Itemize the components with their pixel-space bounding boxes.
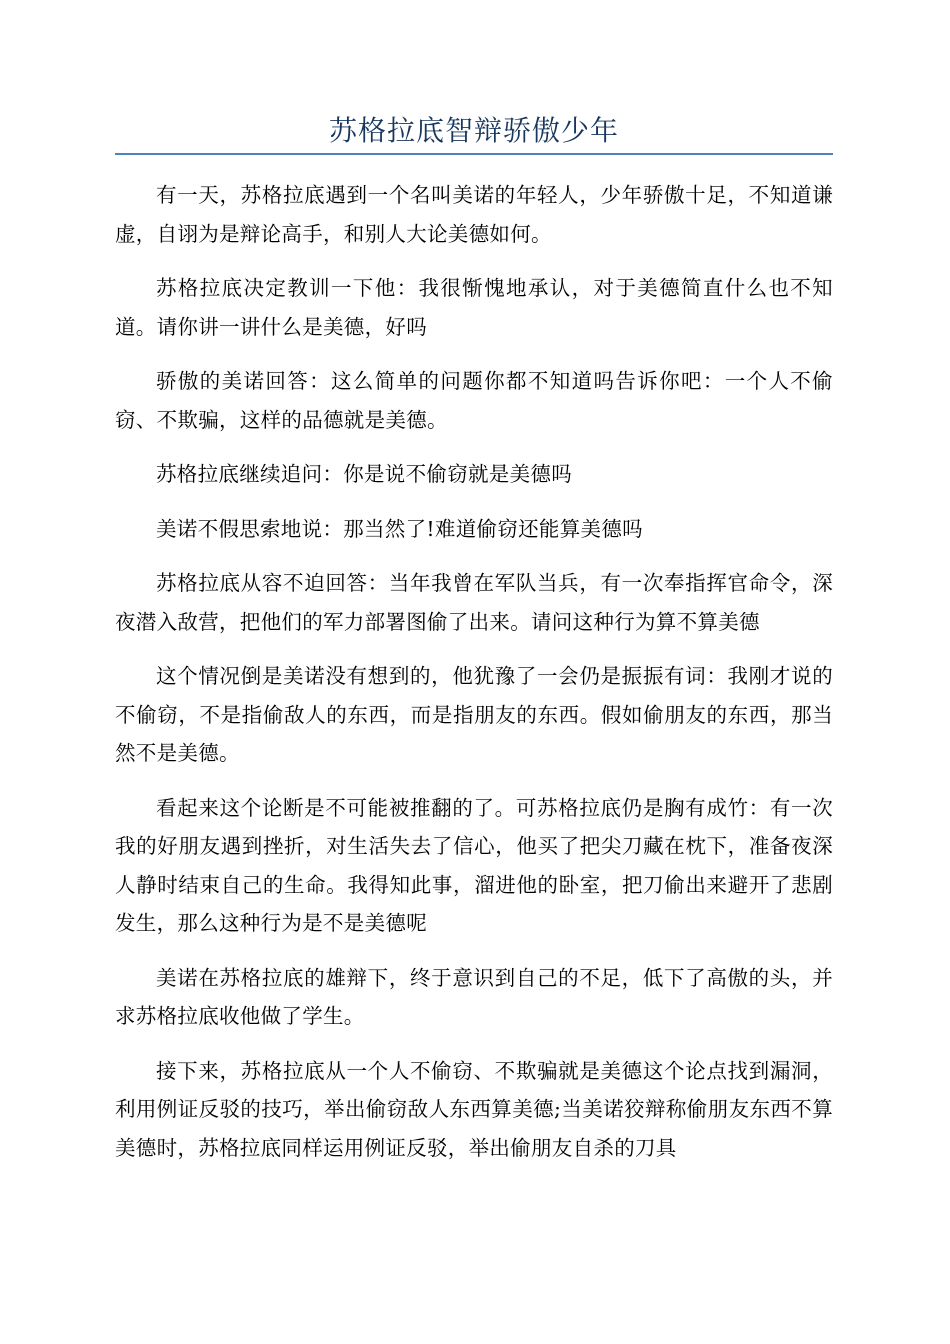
paragraph: 这个情况倒是美诺没有想到的，他犹豫了一会仍是振振有词：我刚才说的不偷窃，不是指偷敌人的东西，而是指朋友的东西。假如偷朋友的东西，那当然不是美德。 — [115, 664, 833, 765]
paragraph: 看起来这个论断是不可能被推翻的了。可苏格拉底仍是胸有成竹：有一次我的好朋友遇到挫折，对生活失去了信心，他买了把尖刀藏在枕下，准备夜深人静时结束自己的生命。我得知此事，溜进他的卧室，把刀偷出来避开了悲剧发生，那么这种行为是不是美德呢 — [115, 795, 833, 935]
document-body — [115, 176, 833, 1183]
paragraph: 美诺在苏格拉底的雄辩下，终于意识到自己的不足，低下了高傲的头，并求苏格拉底收他做了学生。 — [115, 965, 833, 1028]
paragraph: 骄傲的美诺回答：这么简单的问题你都不知道吗告诉你吧：一个人不偷窃、不欺骗，这样的品德就是美德。 — [115, 369, 833, 432]
paragraph: 苏格拉底决定教训一下他：我很惭愧地承认，对于美德简直什么也不知道。请你讲一讲什么是美德，好吗 — [115, 276, 833, 339]
document-title: 苏格拉底智辩骄傲少年 — [328, 114, 619, 147]
paragraph: 美诺不假思索地说：那当然了!难道偷窃还能算美德吗 — [156, 516, 643, 541]
paragraph: 苏格拉底继续追问：你是说不偷窃就是美德吗 — [156, 462, 572, 486]
paragraph: 有一天，苏格拉底遇到一个名叫美诺的年轻人，少年骄傲十足，不知道谦虚，自诩为是辩论高手，和别人大论美德如何。 — [115, 183, 833, 246]
paragraph: 接下来，苏格拉底从一个人不偷窃、不欺骗就是美德这个论点找到漏洞，利用例证反驳的技巧，举出偷窃敌人东西算美德;当美诺狡辩称偷朋友东西不算美德时，苏格拉底同样运用例证反驳，举出偷朋友自杀的刀具 — [115, 1058, 833, 1160]
paragraph: 苏格拉底从容不迫回答：当年我曾在军队当兵，有一次奉指挥官命令，深夜潜入敌营，把他们的军力部署图偷了出来。请问这种行为算不算美德 — [115, 571, 833, 634]
title-divider — [115, 153, 833, 155]
